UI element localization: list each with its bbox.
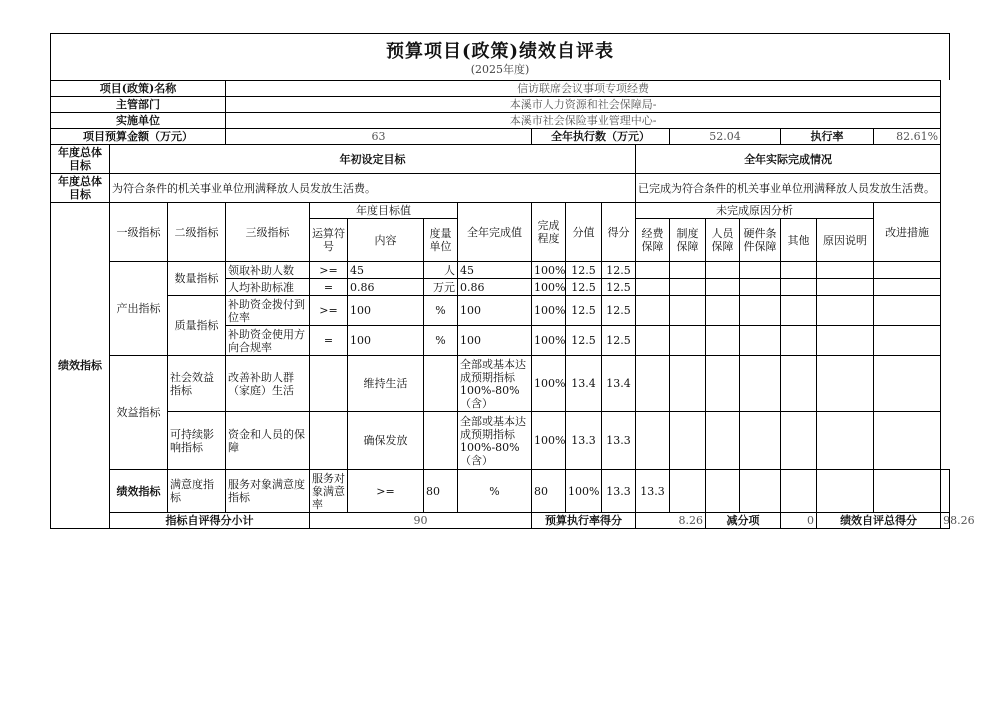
performance-label-2: 绩效指标 bbox=[110, 470, 168, 513]
got-value: 12.5 bbox=[602, 296, 636, 326]
indicator-header-row bbox=[51, 203, 950, 219]
project-name-value: 信访联席会议事项专项经费 bbox=[226, 81, 941, 97]
completion-value: 100% bbox=[532, 262, 566, 279]
year-value: 80 bbox=[532, 470, 566, 513]
completion-value: 100% bbox=[532, 279, 566, 296]
budget-amount-value: 63 bbox=[226, 129, 532, 145]
info-row bbox=[51, 113, 950, 129]
level3-name: 资金和人员的保障 bbox=[226, 412, 310, 470]
reason-funding-header: 经费保障 bbox=[636, 219, 670, 262]
level3-name: 补助资金使用方向合规率 bbox=[226, 326, 310, 356]
satisfaction-indicator: 满意度指标 bbox=[168, 470, 226, 513]
content-header: 内容 bbox=[348, 219, 424, 262]
unit-label: 实施单位 bbox=[51, 113, 226, 129]
year-value: 100 bbox=[458, 296, 532, 326]
completion-value: 100% bbox=[566, 470, 602, 513]
evaluation-table bbox=[50, 80, 975, 529]
completion-value: 100% bbox=[532, 356, 566, 412]
got-value: 12.5 bbox=[602, 326, 636, 356]
operator-value: >= bbox=[348, 470, 424, 513]
operator-value bbox=[310, 356, 348, 412]
unit-header: 度量单位 bbox=[424, 219, 458, 262]
reason-staff-header: 人员保障 bbox=[706, 219, 740, 262]
got-value: 13.3 bbox=[636, 470, 670, 513]
table-row bbox=[51, 262, 950, 279]
score-value: 13.3 bbox=[602, 470, 636, 513]
unit-value: % bbox=[424, 296, 458, 326]
page-subtitle: (2025年度) bbox=[470, 63, 530, 76]
got-header: 得分 bbox=[602, 203, 636, 262]
operator-value: >= bbox=[310, 262, 348, 279]
title-block bbox=[50, 33, 950, 80]
initial-goal-header: 年初设定目标 bbox=[110, 145, 636, 174]
operator-value bbox=[310, 412, 348, 470]
exec-score-value: 8.26 bbox=[636, 513, 706, 529]
table-row bbox=[51, 356, 950, 412]
operator-header: 运算符号 bbox=[310, 219, 348, 262]
content-value: 确保发放 bbox=[348, 412, 424, 470]
reasons-header: 未完成原因分析 bbox=[636, 203, 874, 219]
unit-value bbox=[424, 356, 458, 412]
page-title: 预算项目(政策)绩效自评表 bbox=[385, 41, 615, 62]
score-value: 13.4 bbox=[566, 356, 602, 412]
department-value: 本溪市人力资源和社会保障局- bbox=[226, 97, 941, 113]
year-value: 0.86 bbox=[458, 279, 532, 296]
level3-name: 服务对象满意率 bbox=[310, 470, 348, 513]
content-value: 0.86 bbox=[348, 279, 424, 296]
level2-header: 二级指标 bbox=[168, 203, 226, 262]
deduct-label: 减分项 bbox=[706, 513, 781, 529]
quantity-indicator: 数量指标 bbox=[168, 262, 226, 296]
got-value: 12.5 bbox=[602, 279, 636, 296]
content-value: 45 bbox=[348, 262, 424, 279]
reason-system-header: 制度保障 bbox=[670, 219, 706, 262]
actual-goal-text: 已完成为符合条件的机关事业单位刑满释放人员发放生活费。 bbox=[636, 174, 941, 203]
goal-row bbox=[51, 174, 950, 203]
goal-header-label: 年度总体目标 bbox=[51, 145, 110, 174]
year-value: 全部或基本达成预期指标100%-80%（含） bbox=[458, 412, 532, 470]
got-value: 13.3 bbox=[602, 412, 636, 470]
score-value: 12.5 bbox=[566, 262, 602, 279]
level3-name: 补助资金拨付到位率 bbox=[226, 296, 310, 326]
table-row bbox=[51, 470, 950, 513]
service-indicator: 服务对象满意度指标 bbox=[226, 470, 310, 513]
content-value: 80 bbox=[424, 470, 458, 513]
info-row bbox=[51, 81, 950, 97]
executed-label: 全年执行数（万元） bbox=[532, 129, 670, 145]
reason-explain-header: 原因说明 bbox=[817, 219, 874, 262]
content-value: 维持生活 bbox=[348, 356, 424, 412]
improve-header: 改进措施 bbox=[874, 203, 941, 262]
footer-row bbox=[51, 513, 950, 529]
year-value-header: 全年完成值 bbox=[458, 203, 532, 262]
unit-value bbox=[424, 412, 458, 470]
quality-indicator: 质量指标 bbox=[168, 296, 226, 356]
completion-header: 完成程度 bbox=[532, 203, 566, 262]
year-value: 全部或基本达成预期指标100%-80%（含） bbox=[458, 356, 532, 412]
level3-name: 改善补助人群（家庭）生活 bbox=[226, 356, 310, 412]
score-value: 12.5 bbox=[566, 296, 602, 326]
goal-header-row bbox=[51, 145, 950, 174]
budget-row bbox=[51, 129, 950, 145]
social-indicator: 社会效益指标 bbox=[168, 356, 226, 412]
year-value: 45 bbox=[458, 262, 532, 279]
got-value: 12.5 bbox=[602, 262, 636, 279]
got-value: 13.4 bbox=[602, 356, 636, 412]
sustain-indicator: 可持续影响指标 bbox=[168, 412, 226, 470]
executed-value: 52.04 bbox=[670, 129, 781, 145]
goal-label: 年度总体目标 bbox=[51, 174, 110, 203]
completion-value: 100% bbox=[532, 412, 566, 470]
total-label: 绩效自评总得分 bbox=[817, 513, 941, 529]
department-label: 主管部门 bbox=[51, 97, 226, 113]
completion-value: 100% bbox=[532, 296, 566, 326]
info-row bbox=[51, 97, 950, 113]
reason-hardware-header: 硬件条件保障 bbox=[740, 219, 781, 262]
level3-name: 人均补助标准 bbox=[226, 279, 310, 296]
level3-header: 三级指标 bbox=[226, 203, 310, 262]
year-value: 100 bbox=[458, 326, 532, 356]
budget-amount-label: 项目预算金额（万元） bbox=[51, 129, 226, 145]
score-value: 12.5 bbox=[566, 279, 602, 296]
operator-value: = bbox=[310, 279, 348, 296]
output-indicator: 产出指标 bbox=[110, 262, 168, 356]
benefit-indicator: 效益指标 bbox=[110, 356, 168, 470]
unit-value: 万元 bbox=[424, 279, 458, 296]
performance-label: 绩效指标 bbox=[51, 203, 110, 529]
exec-score-label: 预算执行率得分 bbox=[532, 513, 636, 529]
operator-value: >= bbox=[310, 296, 348, 326]
rate-label: 执行率 bbox=[781, 129, 874, 145]
deduct-value: 0 bbox=[781, 513, 817, 529]
project-name-label: 项目(政策)名称 bbox=[51, 81, 226, 97]
score-value: 12.5 bbox=[566, 326, 602, 356]
unit-value: 本溪市社会保险事业管理中心- bbox=[226, 113, 941, 129]
level3-name: 领取补助人数 bbox=[226, 262, 310, 279]
table-row bbox=[51, 412, 950, 470]
score-value: 13.3 bbox=[566, 412, 602, 470]
evaluation-sheet bbox=[50, 33, 975, 529]
subtotal-value: 90 bbox=[310, 513, 532, 529]
unit-value: 人 bbox=[424, 262, 458, 279]
score-header: 分值 bbox=[566, 203, 602, 262]
subtotal-label: 指标自评得分小计 bbox=[110, 513, 310, 529]
actual-goal-header: 全年实际完成情况 bbox=[636, 145, 941, 174]
content-value: 100 bbox=[348, 296, 424, 326]
unit-value: % bbox=[424, 326, 458, 356]
initial-goal-text: 为符合条件的机关事业单位刑满释放人员发放生活费。 bbox=[110, 174, 636, 203]
table-row bbox=[51, 296, 950, 326]
annual-target-header: 年度目标值 bbox=[310, 203, 458, 219]
unit-value: % bbox=[458, 470, 532, 513]
rate-value: 82.61% bbox=[874, 129, 941, 145]
reason-other-header: 其他 bbox=[781, 219, 817, 262]
total-value: 98.26 bbox=[941, 513, 950, 529]
operator-value: = bbox=[310, 326, 348, 356]
level1-header: 一级指标 bbox=[110, 203, 168, 262]
content-value: 100 bbox=[348, 326, 424, 356]
completion-value: 100% bbox=[532, 326, 566, 356]
